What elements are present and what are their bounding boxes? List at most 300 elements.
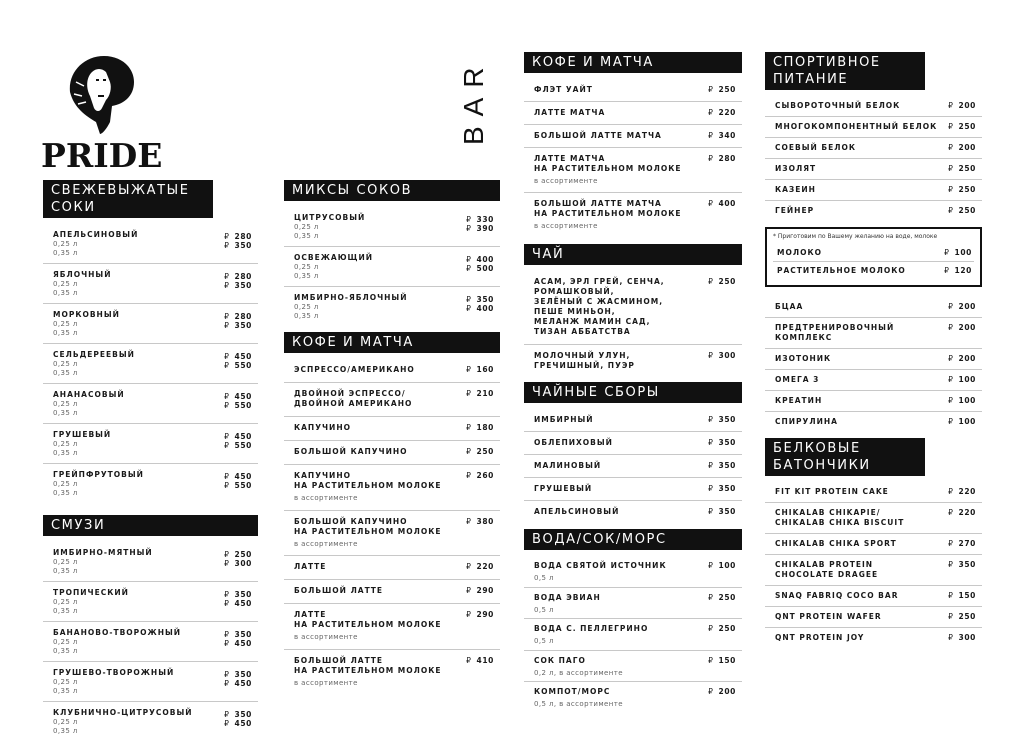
item-size: 0,35 л	[53, 606, 78, 615]
item-name: БОЛЬШОЙ ЛАТТЕ	[294, 655, 383, 665]
item-size: 0,35 л	[53, 368, 78, 377]
item-size: 0,35 л	[294, 311, 319, 320]
menu-item	[284, 511, 500, 557]
price-value: 250	[234, 550, 252, 559]
currency-sign: ₽	[224, 719, 230, 728]
item-details	[775, 508, 904, 528]
price-line	[224, 392, 252, 401]
item-price	[466, 586, 494, 596]
price-line	[466, 215, 494, 224]
price-line	[948, 487, 976, 496]
menu-item	[43, 582, 258, 622]
price-value: 250	[718, 85, 736, 94]
item-details	[294, 562, 326, 572]
price-value: 450	[234, 639, 252, 648]
item-name: БОЛЬШОЙ КАПУЧИНО	[294, 447, 408, 456]
item-details	[534, 108, 605, 118]
price-value: 350	[234, 281, 252, 290]
menu-item	[524, 148, 742, 193]
item-prices	[224, 548, 252, 575]
item-details	[777, 266, 906, 276]
currency-sign: ₽	[948, 302, 954, 311]
currency-sign: ₽	[224, 639, 230, 648]
price-value: 220	[958, 508, 976, 517]
menu-item	[524, 409, 742, 432]
menu-item	[765, 628, 982, 648]
menu-item	[773, 262, 974, 279]
price-value: 200	[958, 323, 976, 332]
price-value: 200	[958, 143, 976, 152]
item-details	[294, 471, 442, 503]
price-line	[708, 351, 736, 360]
item-name: ГРЕЙПФРУТОВЫЙ	[53, 470, 144, 479]
currency-sign: ₽	[708, 154, 714, 163]
menu-item	[765, 138, 982, 159]
price-line	[466, 586, 494, 595]
price-line	[708, 277, 736, 286]
item-price	[708, 593, 736, 615]
price-value: 400	[476, 304, 494, 313]
item-prices	[224, 628, 252, 655]
menu-item	[765, 96, 982, 117]
price-value: 280	[234, 272, 252, 281]
item-price	[466, 610, 494, 642]
item-price	[466, 447, 494, 457]
menu-item	[284, 247, 500, 287]
price-value: 380	[476, 516, 494, 526]
menu-item	[284, 207, 500, 247]
price-line	[466, 304, 494, 313]
price-value: 220	[958, 487, 976, 496]
currency-sign: ₽	[224, 590, 230, 599]
item-details	[534, 484, 592, 494]
item-name: ИМБИРНО-ЯБЛОЧНЫЙ	[294, 293, 408, 302]
currency-sign: ₽	[224, 241, 230, 250]
item-note: 0,5 л, в ассортименте	[534, 700, 623, 708]
item-details	[775, 375, 819, 385]
price-value: 250	[958, 185, 976, 194]
price-value: 400	[476, 255, 494, 264]
item-note: в ассортименте	[294, 633, 358, 641]
item-prices	[466, 253, 494, 280]
menu-item	[524, 79, 742, 102]
item-note: в ассортименте	[534, 177, 598, 185]
item-price	[948, 487, 976, 497]
currency-sign: ₽	[948, 396, 954, 405]
menu-item	[43, 344, 258, 384]
price-line	[948, 539, 976, 548]
price-value: 550	[234, 401, 252, 410]
item-size: 0,35 л	[53, 686, 78, 695]
price-value: 450	[234, 719, 252, 728]
menu-item	[43, 224, 258, 264]
item-size: 0,35 л	[53, 566, 78, 575]
currency-sign: ₽	[708, 438, 714, 447]
price-value: 200	[958, 354, 976, 363]
price-value: 250	[958, 206, 976, 215]
currency-sign: ₽	[466, 255, 472, 264]
currency-sign: ₽	[466, 264, 472, 273]
price-line	[948, 143, 976, 152]
currency-sign: ₽	[466, 365, 472, 374]
price-value: 390	[476, 224, 494, 233]
item-price	[948, 560, 976, 580]
menu-item	[43, 622, 258, 662]
price-value: 100	[718, 561, 736, 570]
item-price	[948, 101, 976, 111]
menu-item	[765, 349, 982, 370]
currency-sign: ₽	[948, 508, 954, 517]
price-value: 500	[476, 264, 494, 273]
price-line	[948, 164, 976, 173]
item-size: 0,35 л	[53, 248, 78, 257]
currency-sign: ₽	[708, 561, 714, 570]
item-note: в ассортименте	[294, 539, 358, 548]
currency-sign: ₽	[466, 562, 472, 571]
item-details	[775, 633, 864, 643]
menu-item	[284, 287, 500, 326]
item-name-line2: НА РАСТИТЕЛЬНОМ МОЛОКЕ	[294, 665, 442, 675]
price-line	[224, 719, 252, 728]
price-value: 260	[476, 471, 494, 480]
item-price	[708, 351, 736, 371]
item-details	[53, 230, 138, 257]
price-value: 350	[718, 461, 736, 470]
price-value: 280	[234, 232, 252, 241]
price-line	[224, 272, 252, 281]
price-line	[224, 352, 252, 361]
price-line	[224, 639, 252, 648]
menu-item	[284, 417, 500, 441]
item-size: 0,35 л	[294, 231, 319, 240]
item-name: ЛАТТЕ МАТЧА	[534, 154, 606, 163]
price-line	[466, 295, 494, 304]
price-line	[948, 375, 976, 384]
item-price	[948, 539, 976, 549]
currency-sign: ₽	[708, 461, 714, 470]
item-details	[775, 185, 816, 195]
menu-item	[43, 424, 258, 464]
menu-item	[524, 501, 742, 523]
item-price	[948, 302, 976, 312]
menu-item	[524, 619, 742, 651]
item-details	[534, 561, 667, 583]
price-value: 350	[718, 415, 736, 424]
price-line	[224, 630, 252, 639]
section-title-tea-blends: ЧАЙНЫЕ СБОРЫ	[524, 382, 742, 403]
item-name-line: РОМАШКОВЫЙ,	[534, 287, 615, 296]
price-line	[466, 517, 494, 526]
price-line	[224, 232, 252, 241]
item-details	[775, 302, 803, 312]
item-price	[708, 687, 736, 709]
price-value: 290	[476, 586, 494, 595]
item-name: БОЛЬШОЙ ЛАТТЕ	[294, 586, 383, 595]
item-name: QNT PROTEIN WAFER	[775, 612, 882, 621]
currency-sign: ₽	[224, 352, 230, 361]
price-value: 100	[958, 396, 976, 405]
currency-sign: ₽	[466, 389, 472, 398]
section-title-protein-bars: БЕЛКОВЫЕ БАТОНЧИКИ	[765, 438, 925, 476]
item-price	[948, 612, 976, 622]
item-prices	[224, 470, 252, 497]
item-name: АПЕЛЬСИНОВЫЙ	[534, 507, 620, 516]
item-details	[294, 293, 407, 320]
item-details	[775, 591, 898, 601]
item-size: 0,25 л	[294, 223, 319, 231]
price-line	[948, 560, 976, 569]
currency-sign: ₽	[224, 441, 230, 450]
item-price	[948, 591, 976, 601]
price-value: 100	[958, 375, 976, 384]
item-size: 0,25 л	[53, 678, 78, 686]
price-line	[948, 417, 976, 426]
item-name: ФЛЭТ УАЙТ	[534, 85, 593, 94]
price-line	[224, 321, 252, 330]
item-price	[944, 248, 972, 258]
price-line	[708, 415, 736, 424]
item-details	[775, 539, 897, 549]
price-line	[466, 389, 494, 398]
column-sport-nutrition	[765, 52, 982, 648]
price-line	[708, 593, 736, 602]
currency-sign: ₽	[948, 354, 954, 363]
item-name-line2: CHOCOLATE DRAGEE	[775, 570, 879, 579]
item-prices	[224, 230, 252, 257]
item-name: ГРУШЕВЫЙ	[534, 484, 593, 493]
currency-sign: ₽	[224, 401, 230, 410]
item-size: 0,35 л	[53, 646, 78, 655]
price-value: 300	[234, 559, 252, 568]
price-value: 450	[234, 432, 252, 441]
price-line	[224, 599, 252, 608]
currency-sign: ₽	[466, 295, 472, 304]
currency-sign: ₽	[466, 215, 472, 224]
price-line	[466, 656, 494, 665]
menu-item	[43, 264, 258, 304]
price-line	[224, 590, 252, 599]
item-name-line: ГРЕЧИШНЫЙ, ПУЭР	[534, 361, 635, 370]
item-price	[948, 206, 976, 216]
price-value: 180	[476, 423, 494, 432]
item-name: КРЕАТИН	[775, 396, 823, 405]
price-value: 280	[718, 154, 736, 163]
price-line	[948, 185, 976, 194]
item-details	[534, 507, 619, 517]
currency-sign: ₽	[466, 447, 472, 456]
item-size: 0,35 л	[53, 726, 78, 735]
menu-item	[765, 534, 982, 555]
price-line	[224, 432, 252, 441]
item-details	[534, 438, 613, 448]
menu-item	[284, 359, 500, 383]
item-details	[775, 323, 948, 343]
currency-sign: ₽	[708, 655, 714, 665]
currency-sign: ₽	[948, 164, 954, 173]
item-name: АНАНАСОВЫЙ	[53, 390, 125, 399]
currency-sign: ₽	[224, 472, 230, 481]
currency-sign: ₽	[708, 484, 714, 493]
item-prices	[224, 350, 252, 377]
currency-sign: ₽	[224, 272, 230, 281]
price-value: 350	[718, 484, 736, 493]
menu-item	[524, 125, 742, 148]
price-value: 250	[958, 122, 976, 131]
item-price	[466, 517, 494, 549]
item-size: 0,25 л	[294, 263, 319, 271]
price-value: 450	[234, 679, 252, 688]
brand-name: PRIDE	[41, 136, 163, 175]
item-name: ВОДА ЭВИАН	[534, 592, 601, 602]
item-name: РАСТИТЕЛЬНОЕ МОЛОКО	[777, 266, 906, 275]
price-value: 330	[476, 215, 494, 224]
price-line	[466, 447, 494, 456]
item-name: БЦАА	[775, 302, 804, 311]
item-prices	[224, 270, 252, 297]
item-details	[294, 423, 351, 433]
price-value: 350	[718, 507, 736, 516]
item-note: 0,5 л	[534, 574, 554, 582]
item-details	[534, 593, 601, 615]
currency-sign: ₽	[466, 304, 472, 313]
currency-sign: ₽	[466, 586, 472, 595]
menu-item	[524, 682, 742, 713]
price-value: 350	[234, 630, 252, 639]
item-name: ПРЕДТРЕНИРОВОЧНЫЙ КОМПЛЕКС	[775, 323, 895, 342]
item-details	[294, 213, 365, 240]
item-name: СЕЛЬДЕРЕЕВЫЙ	[53, 350, 135, 359]
price-value: 100	[954, 248, 972, 257]
item-size: 0,35 л	[53, 408, 78, 417]
section-title-smoothies: СМУЗИ	[43, 515, 258, 536]
item-name: ИЗОЛЯТ	[775, 164, 817, 173]
item-prices	[466, 293, 494, 320]
menu-item	[284, 383, 500, 417]
price-value: 220	[718, 108, 736, 117]
price-value: 350	[958, 560, 976, 569]
item-prices	[224, 430, 252, 457]
currency-sign: ₽	[224, 432, 230, 441]
price-value: 100	[958, 417, 976, 426]
currency-sign: ₽	[708, 277, 714, 286]
menu-item	[284, 604, 500, 650]
menu-item	[765, 117, 982, 138]
item-name: КАПУЧИНО	[294, 423, 351, 432]
item-name: ЭСПРЕССО/АМЕРИКАНО	[294, 365, 415, 374]
item-name-line: АСАМ, ЭРЛ ГРЕЙ, СЕНЧА,	[534, 277, 665, 286]
menu-item	[765, 318, 982, 349]
item-price	[466, 423, 494, 433]
item-price	[708, 415, 736, 425]
item-name: МАЛИНОВЫЙ	[534, 461, 602, 470]
currency-sign: ₽	[224, 481, 230, 490]
item-name-line2: НА РАСТИТЕЛЬНОМ МОЛОКЕ	[534, 208, 682, 218]
price-value: 410	[476, 655, 494, 665]
item-name: ОМЕГА 3	[775, 375, 820, 384]
item-name: ГЕЙНЕР	[775, 206, 815, 215]
item-details	[534, 85, 593, 95]
column-coffee-tea-water	[524, 52, 742, 713]
currency-sign: ₽	[948, 560, 954, 569]
price-value: 150	[958, 591, 976, 600]
currency-sign: ₽	[948, 417, 954, 426]
menu-item	[765, 297, 982, 318]
item-details	[534, 199, 682, 231]
price-line	[224, 472, 252, 481]
price-line	[708, 507, 736, 516]
item-size: 0,35 л	[53, 448, 78, 457]
item-name: СЫВОРОТОЧНЫЙ БЕЛОК	[775, 101, 901, 110]
item-note: 0,5 л	[534, 637, 554, 645]
currency-sign: ₽	[948, 122, 954, 131]
menu-item	[765, 159, 982, 180]
currency-sign: ₽	[466, 423, 472, 432]
menu-item	[524, 271, 742, 345]
currency-sign: ₽	[224, 281, 230, 290]
price-value: 350	[234, 321, 252, 330]
item-name: БАНАНОВО-ТВОРОЖНЫЙ	[53, 628, 182, 637]
item-price	[948, 417, 976, 427]
currency-sign: ₽	[224, 679, 230, 688]
item-price	[948, 185, 976, 195]
currency-sign: ₽	[224, 361, 230, 370]
currency-sign: ₽	[224, 630, 230, 639]
item-price	[466, 471, 494, 503]
item-details	[534, 131, 662, 141]
item-details	[775, 143, 856, 153]
section-title-coffee-matcha-2: КОФЕ И МАТЧА	[524, 52, 742, 73]
item-name-line: ПЕШЕ МИНЬОН,	[534, 307, 616, 316]
item-name: КЛУБНИЧНО-ЦИТРУСОВЫЙ	[53, 708, 193, 717]
item-details	[775, 122, 937, 132]
item-price	[708, 656, 736, 678]
price-line	[948, 323, 976, 332]
item-details	[53, 668, 174, 695]
price-line	[224, 679, 252, 688]
currency-sign: ₽	[948, 323, 954, 332]
menu-item	[524, 102, 742, 125]
item-name: СОЕВЫЙ БЕЛОК	[775, 143, 856, 152]
currency-sign: ₽	[708, 507, 714, 516]
item-price	[948, 375, 976, 385]
item-price	[948, 508, 976, 528]
price-value: 250	[958, 612, 976, 621]
price-line	[948, 396, 976, 405]
item-details	[294, 586, 383, 596]
currency-sign: ₽	[224, 312, 230, 321]
item-prices	[224, 588, 252, 615]
price-value: 350	[234, 241, 252, 250]
item-note: в ассортименте	[294, 678, 358, 687]
item-price	[948, 633, 976, 643]
menu-item	[765, 607, 982, 628]
currency-sign: ₽	[708, 592, 714, 602]
menu-item	[765, 391, 982, 412]
price-line	[708, 199, 736, 208]
price-value: 300	[718, 351, 736, 360]
item-price	[708, 624, 736, 646]
item-details	[775, 396, 822, 406]
price-line	[948, 122, 976, 131]
currency-sign: ₽	[224, 550, 230, 559]
item-name-line2: НА РАСТИТЕЛЬНОМ МОЛОКЕ	[294, 620, 442, 629]
currency-sign: ₽	[944, 248, 950, 257]
currency-sign: ₽	[466, 224, 472, 233]
item-size: 0,35 л	[53, 288, 78, 297]
price-value: 120	[954, 266, 972, 275]
currency-sign: ₽	[948, 612, 954, 621]
price-line	[466, 224, 494, 233]
